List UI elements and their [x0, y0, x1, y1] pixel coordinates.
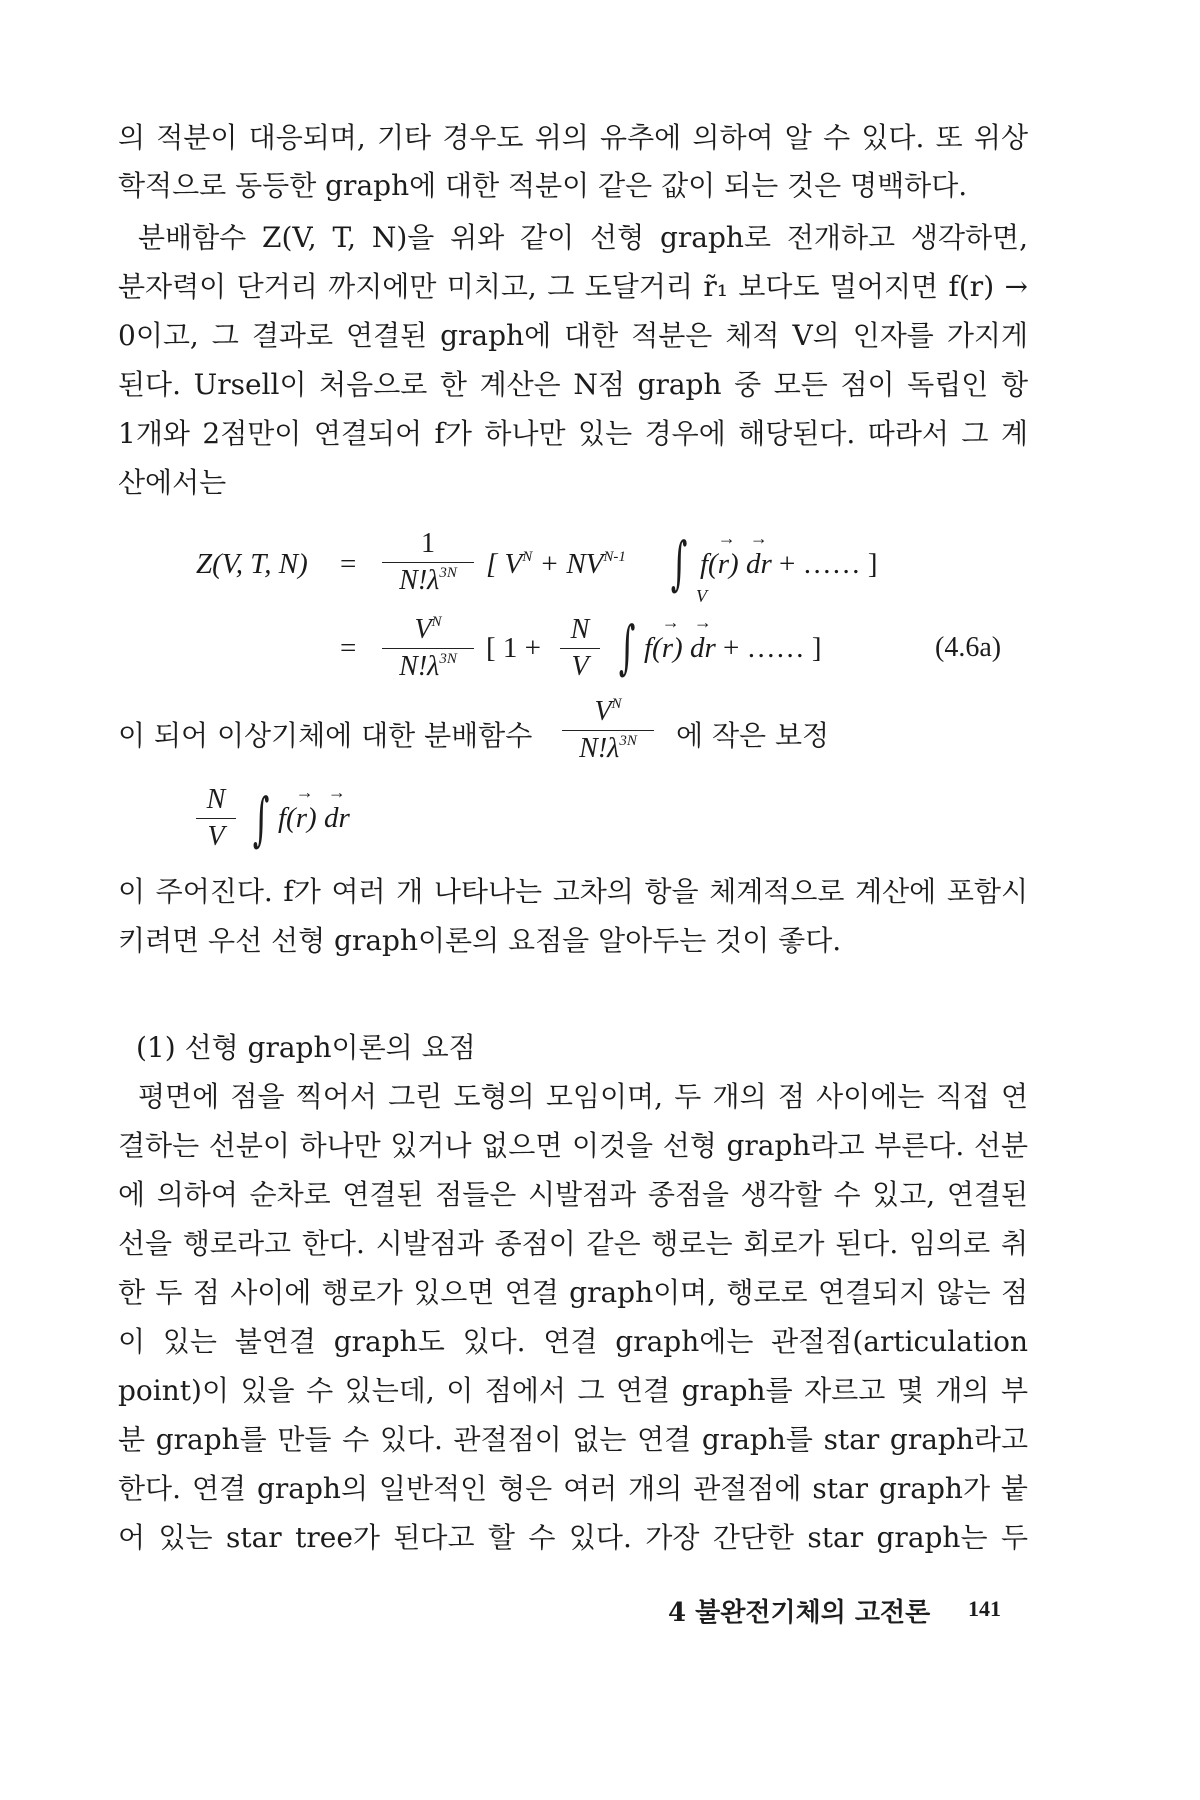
eq-equals: = [340, 548, 357, 580]
inline-fraction-den: $N!\lambda^{3N}$ [579, 733, 637, 764]
eq-fraction-3: $\frac{N}{V}$ [560, 614, 600, 683]
text-line: 한 두 점 사이에 행로가 있으면 연결 graph이며, 행로로 연결되지 않는 점 [118, 1276, 1028, 1309]
text-line: 이 주어진다. f가 여러 개 나타나는 고차의 항을 체계적으로 계산에 포함시 [118, 875, 1028, 908]
text-line: 1개와 2점만이 연결되어 f가 하나만 있는 경우에 해당된다. 따라서 그 계 [118, 417, 1028, 450]
text-line: 산에서는 [118, 466, 227, 499]
eq-fraction-1-den: $N!\lambda^{3N}$ [399, 565, 457, 596]
text-line: 선을 행로라고 한다. 시발점과 종점이 같은 행로는 회로가 된다. 임의로 취 [118, 1227, 1028, 1260]
eq-fraction-2-num: $V^N$ [382, 614, 474, 649]
text-line: 평면에 점을 찍어서 그린 도형의 모임이며, 두 개의 점 사이에는 직접 연 [138, 1080, 1028, 1113]
integral-subscript: V [696, 586, 707, 606]
text-line: 이 되어 이상기체에 대한 분배함수 [118, 719, 533, 752]
eq-fraction-2-den: $N!\lambda^{3N}$ [399, 651, 457, 682]
text-line: 결하는 선분이 하나만 있거나 없으면 이것을 선형 graph라고 부른다. 선분 [118, 1129, 1028, 1162]
text-line: 에 의하여 순차로 연결된 점들은 시발점과 종점을 생각할 수 있고, 연결된 [118, 1178, 1028, 1211]
text-line: 분자력이 단거리 까지에만 미치고, 그 도달거리 r̃₁ 보다도 멀어지면 f(r) → [118, 270, 1028, 303]
correction-integrand: f(r →) dr → [278, 802, 350, 835]
text-line: 분배함수 Z(V, T, N)을 위와 같이 선형 graph로 전개하고 생각하면, [138, 221, 1028, 254]
equation-number: (4.6a) [935, 632, 1002, 663]
integral-sign-3: ∫ [252, 785, 270, 853]
page-number: 141 [968, 1596, 1001, 1621]
inline-fraction [562, 696, 654, 765]
text-line: point)이 있을 수 있는데, 이 점에서 그 연결 graph를 자르고 몇 개의 부 [118, 1374, 1028, 1407]
eq-fraction-2 [382, 614, 474, 683]
text-line: 키려면 우선 선형 graph이론의 요점을 알아두는 것이 좋다. [118, 924, 842, 957]
text-line: 학적으로 동등한 graph에 대한 적분이 같은 값이 되는 것은 명백하다. [118, 169, 968, 202]
text-line: 한다. 연결 graph의 일반적인 형은 여러 개의 관절점에 star graph가 붙 [118, 1472, 1028, 1505]
text-line: 된다. Ursell이 처음으로 한 계산은 N점 graph 중 모든 점이 독립인 항 [118, 368, 1028, 401]
running-footer-chapter: 4 불완전기체의 고전론 [668, 1598, 931, 1628]
text-line: 어 있는 star tree가 된다고 할 수 있다. 가장 간단한 star graph는 두 [118, 1521, 1028, 1554]
eq-lhs: Z(V, T, N) [196, 548, 308, 580]
text-line: 분 graph를 만들 수 있다. 관절점이 없는 연결 graph를 star graph라고 [118, 1423, 1028, 1456]
integral-sign: ∫ [670, 529, 688, 597]
eq-integrand-2: f(r →) dr → + …… ] [644, 632, 822, 665]
eq-bracket-term: [ $V^N + NV^{N-1}$ [486, 548, 626, 580]
section-heading: (1) 선형 graph이론의 요점 [136, 1031, 476, 1064]
correction-fraction: $\frac{N}{V}$ [196, 784, 236, 853]
integral-sign-2: ∫ [618, 613, 636, 681]
text-line: 0이고, 그 결과로 연결된 graph에 대한 적분은 체적 V의 인자를 가지게 [118, 319, 1028, 352]
text-fragment: 에 작은 보정 [676, 719, 830, 752]
eq-integrand: f(r →) dr → + …… ] [700, 548, 878, 581]
eq-bracket-2: [ 1 + [486, 632, 542, 664]
eq-fraction-1 [382, 528, 474, 597]
eq-equals-2: = [340, 632, 357, 664]
inline-fraction-num: $V^N$ [562, 696, 654, 731]
eq-fraction-1-num: 1 [382, 528, 474, 563]
text-line: 이 있는 불연결 graph도 있다. 연결 graph에는 관절점(articulation [118, 1325, 1028, 1358]
text-line: 의 적분이 대응되며, 기타 경우도 위의 유추에 의하여 알 수 있다. 또 위상 [118, 121, 1028, 154]
